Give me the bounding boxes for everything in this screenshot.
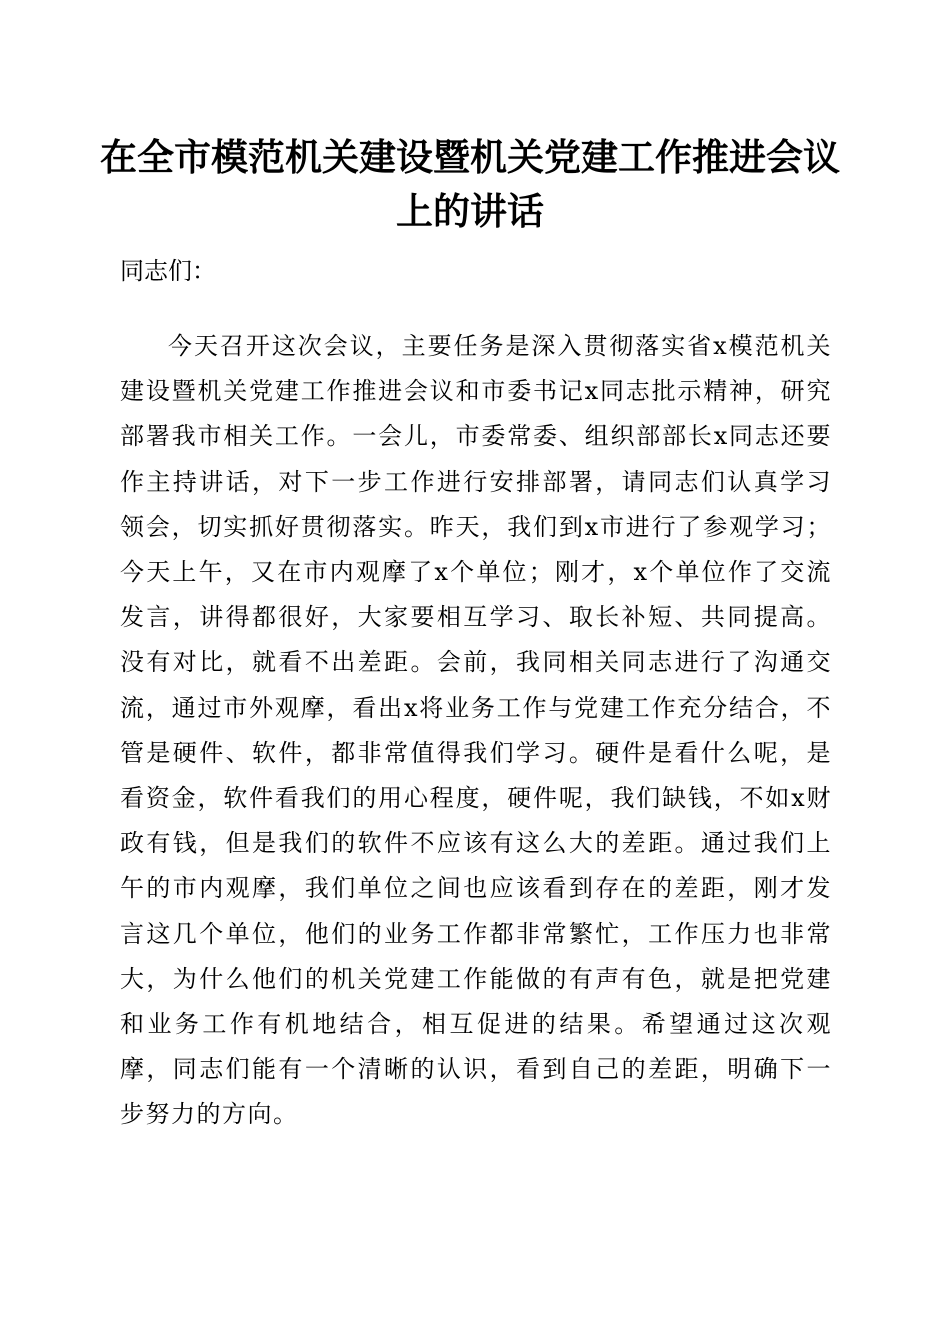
document-title: 在全市模范机关建设暨机关党建工作推进会议上的讲话	[100, 135, 840, 233]
body-paragraph: 今天召开这次会议，主要任务是深入贯彻落实省x模范机关建设暨机关党建工作推进会议和市委书记x同志批示精神，研究部署我市相关工作。一会儿，市委常委、组织部部长x同志还要作主持讲话，对下一步工作进行安排部署，请同志们认真学习领会，切实抓好贯彻落实。昨天，我们到x市进行了参观学习；今天上午，又在市内观摩了x个单位；刚才，x个单位作了交流发言，讲得都很好，大家要相互学习、取长补短、共同提高。没有对比，就看不出差距。会前，我同相关同志进行了沟通交流，通过市外观摩，看出x将业务工作与党建工作充分结合，不管是硬件、软件，都非常值得我们学习。硬件是看什么呢，是看资金，软件看我们的用心程度，硬件呢，我们缺钱，不如x财政有钱，但是我们的软件不应该有这么大的差距。通过我们上午的市内观摩，我们单位之间也应该看到存在的差距，刚才发言这几个单位，他们的业务工作都非常繁忙，工作压力也非常大，为什么他们的机关党建工作能做的有声有色，就是把党建和业务工作有机地结合，相互促进的结果。希望通过这次观摩，同志们能有一个清晰的认识，看到自己的差距，明确下一步努力的方向。	[120, 332, 832, 1129]
salutation: 同志们：	[120, 257, 216, 285]
